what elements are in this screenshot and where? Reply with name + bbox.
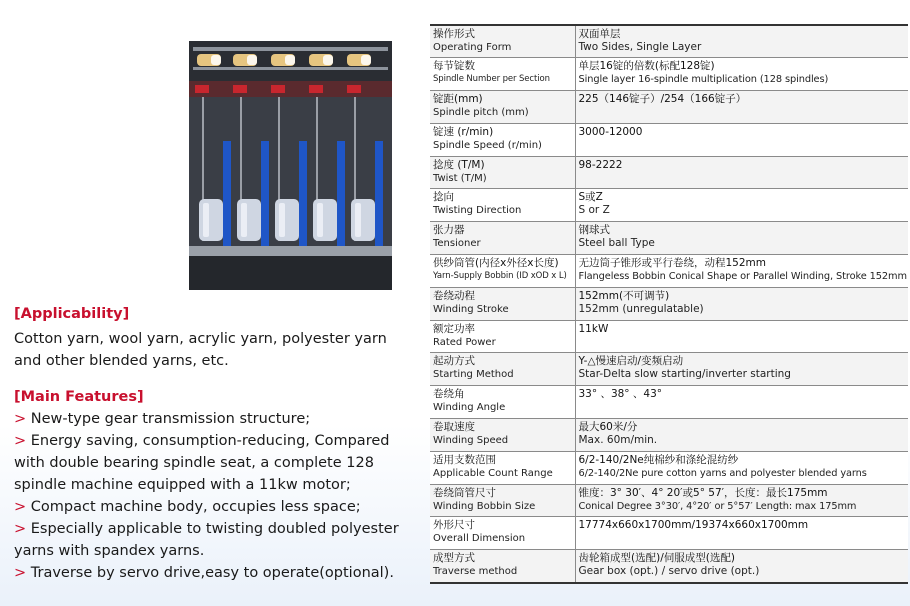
spec-row — [430, 550, 908, 583]
spec-value-en: Steel ball Type — [578, 237, 655, 250]
spec-value-zh: 17774x660x1700mm/19374x660x1700mm — [578, 519, 809, 532]
spec-key-zh: 额定功率 — [433, 322, 475, 335]
spec-key-en: Yarn-Supply Bobbin (ID xOD x L) — [433, 271, 567, 282]
spec-value-zh: Y-△慢速启动/变频启动 — [578, 355, 684, 368]
spec-key-cell — [430, 419, 575, 452]
spec-value-en: Gear box (opt.) / servo drive (opt.) — [578, 565, 760, 578]
description-column — [14, 303, 404, 584]
spec-value-zh: 单层16锭的倍数(标配128锭) — [578, 60, 715, 73]
spec-row — [430, 91, 908, 124]
spec-value-cell — [575, 222, 908, 255]
spec-value-en: Two Sides, Single Layer — [578, 41, 702, 53]
spec-value-cell — [575, 353, 908, 386]
spec-key-cell — [430, 25, 575, 58]
spec-key-en: Twisting Direction — [433, 205, 522, 217]
bullet-arrow-icon: > — [14, 521, 27, 537]
spec-value-cell — [575, 451, 908, 484]
spec-key-cell — [430, 156, 575, 189]
spec-value-zh: 33° 、38° 、43° — [578, 388, 663, 401]
spec-key-zh: 每节锭数 — [433, 60, 475, 73]
spec-value-cell — [575, 255, 908, 288]
spec-row — [430, 320, 908, 353]
spec-row — [430, 123, 908, 156]
spec-key-cell — [430, 484, 575, 517]
spec-key-cell — [430, 550, 575, 583]
feature-text: Especially applicable to twisting doubled polyester yarns with spandex yarns. — [14, 521, 399, 559]
spec-key-zh: 起动方式 — [433, 355, 475, 368]
applicability-body: Cotton yarn, wool yarn, acrylic yarn, polyester yarn and other blended yarns, etc. — [14, 331, 387, 369]
spec-key-cell — [430, 451, 575, 484]
spec-value-cell — [575, 25, 908, 58]
spec-key-en: Applicable Count Range — [433, 467, 553, 479]
spec-table — [430, 24, 908, 584]
spec-value-cell — [575, 287, 908, 320]
spec-key-cell — [430, 287, 575, 320]
spec-key-en: Tensioner — [433, 238, 481, 250]
bullet-arrow-icon: > — [14, 499, 27, 515]
spec-value-cell — [575, 156, 908, 189]
spec-value-en: 152mm (unregulatable) — [578, 302, 704, 315]
spec-key-zh: 卷取速度 — [433, 421, 475, 434]
spec-key-en: Rated Power — [433, 336, 496, 348]
spec-value-cell — [575, 419, 908, 452]
spec-key-en: Operating Form — [433, 42, 512, 53]
spec-row — [430, 58, 908, 91]
spec-value-en: S or Z — [578, 204, 610, 217]
spec-row — [430, 517, 908, 550]
bullet-arrow-icon: > — [14, 433, 27, 449]
spec-key-en: Winding Angle — [433, 402, 506, 414]
spec-row — [430, 189, 908, 222]
spec-value-zh: 3000-12000 — [578, 125, 643, 138]
spec-value-zh: 钢球式 — [578, 224, 610, 237]
spec-key-en: Winding Stroke — [433, 303, 509, 315]
spec-value-cell — [575, 386, 908, 419]
spec-row — [430, 156, 908, 189]
spec-value-en: Max. 60m/min. — [578, 434, 658, 447]
spec-key-cell — [430, 320, 575, 353]
spec-value-en: 6/2-140/2Ne pure cotton yarns and polyester blended yarns — [578, 467, 867, 479]
spec-value-cell — [575, 91, 908, 124]
spec-key-cell — [430, 517, 575, 550]
spec-key-en: Spindle Number per Section — [433, 74, 550, 85]
spec-value-cell — [575, 189, 908, 222]
feature-item — [14, 518, 404, 562]
spec-key-zh: 卷绕动程 — [433, 289, 475, 302]
spec-key-cell — [430, 222, 575, 255]
spec-key-zh: 卷绕角 — [433, 388, 465, 401]
spec-value-zh: 98-2222 — [578, 158, 623, 171]
spec-key-en: Winding Bobbin Size — [433, 500, 536, 512]
feature-item — [14, 562, 404, 584]
spec-key-zh: 锭距(mm) — [433, 93, 483, 106]
spec-key-cell — [430, 58, 575, 91]
spec-value-cell — [575, 484, 908, 517]
spec-value-zh: 6/2-140/2Ne纯棉纱和涤纶混纺纱 — [578, 453, 739, 466]
feature-text: Compact machine body, occupies less space; — [30, 499, 361, 515]
spec-key-en: Spindle Speed (r/min) — [433, 139, 542, 151]
spec-key-zh: 外形尺寸 — [433, 519, 475, 532]
spec-key-en: Overall Dimension — [433, 533, 526, 545]
spec-value-cell — [575, 550, 908, 583]
spec-key-zh: 供纱筒管(内径x外径x长度) — [433, 257, 559, 270]
bullet-arrow-icon: > — [14, 565, 27, 581]
features-list — [14, 408, 404, 584]
machine-photo — [189, 41, 392, 290]
spec-row — [430, 451, 908, 484]
spec-key-zh: 卷绕筒管尺寸 — [433, 486, 496, 499]
feature-item — [14, 430, 404, 496]
spec-row — [430, 353, 908, 386]
feature-text: Energy saving, consumption-reducing, Compared with double bearing spindle seat, a complete 128 spindle machine equipped with a 11kw motor; — [14, 433, 390, 493]
spec-value-zh: 152mm(不可调节) — [578, 289, 670, 302]
spec-key-en: Twist (T/M) — [433, 172, 487, 184]
spec-row — [430, 386, 908, 419]
spec-value-zh: 最大60米/分 — [578, 421, 638, 434]
spec-value-zh: 11kW — [578, 322, 609, 335]
spec-value-zh: 锥度：3° 30′、4° 20′或5° 57′，长度：最长175mm — [578, 486, 828, 499]
spec-key-en: Winding Speed — [433, 435, 509, 447]
spec-key-cell — [430, 255, 575, 288]
spec-key-zh: 张力器 — [433, 224, 465, 237]
feature-item — [14, 496, 404, 518]
features-title: [Main Features] — [14, 389, 144, 405]
spec-row — [430, 419, 908, 452]
spec-row — [430, 287, 908, 320]
spec-row — [430, 484, 908, 517]
spec-value-en: Star-Delta slow starting/inverter starting — [578, 368, 791, 381]
feature-text: New-type gear transmission structure; — [30, 411, 311, 427]
spec-value-zh: 双面单层 — [578, 28, 621, 40]
spec-key-en: Starting Method — [433, 369, 514, 381]
feature-item — [14, 408, 404, 430]
spec-value-en: Single layer 16-spindle multiplication (128 spindles) — [578, 74, 829, 86]
spec-key-cell — [430, 386, 575, 419]
spec-value-zh: 225（146锭子）/254（166锭子） — [578, 93, 747, 106]
spec-key-zh: 适用支数范围 — [433, 453, 496, 466]
spec-row — [430, 255, 908, 288]
spec-key-zh: 锭速 (r/min) — [433, 125, 494, 138]
spec-key-zh: 捻度 (T/M) — [433, 158, 485, 171]
spec-key-zh: 成型方式 — [433, 552, 475, 565]
spec-key-zh: 捻向 — [433, 191, 454, 204]
spec-value-zh: 齿轮箱成型(选配)/伺服成型(选配) — [578, 552, 735, 565]
spec-row — [430, 25, 908, 58]
spec-value-en: Conical Degree 3°30′, 4°20′ or 5°57′ Length: max 175mm — [578, 500, 857, 512]
spec-key-cell — [430, 353, 575, 386]
spec-value-zh: S或Z — [578, 191, 603, 204]
spec-key-cell — [430, 189, 575, 222]
spec-key-zh: 操作形式 — [433, 28, 475, 40]
spec-value-en: Flangeless Bobbin Conical Shape or Parallel Winding, Stroke 152mm — [578, 271, 907, 283]
feature-text: Traverse by servo drive,easy to operate(optional). — [30, 565, 394, 581]
spec-key-en: Spindle pitch (mm) — [433, 107, 529, 119]
spec-value-cell — [575, 58, 908, 91]
spec-value-cell — [575, 123, 908, 156]
spec-row — [430, 222, 908, 255]
bullet-arrow-icon: > — [14, 411, 27, 427]
spec-value-cell — [575, 517, 908, 550]
spec-key-cell — [430, 91, 575, 124]
spec-key-en: Traverse method — [433, 566, 518, 578]
applicability-title: [Applicability] — [14, 306, 130, 322]
spec-value-cell — [575, 320, 908, 353]
spec-value-zh: 无边筒子锥形或平行卷绕，动程152mm — [578, 257, 766, 270]
spec-key-cell — [430, 123, 575, 156]
